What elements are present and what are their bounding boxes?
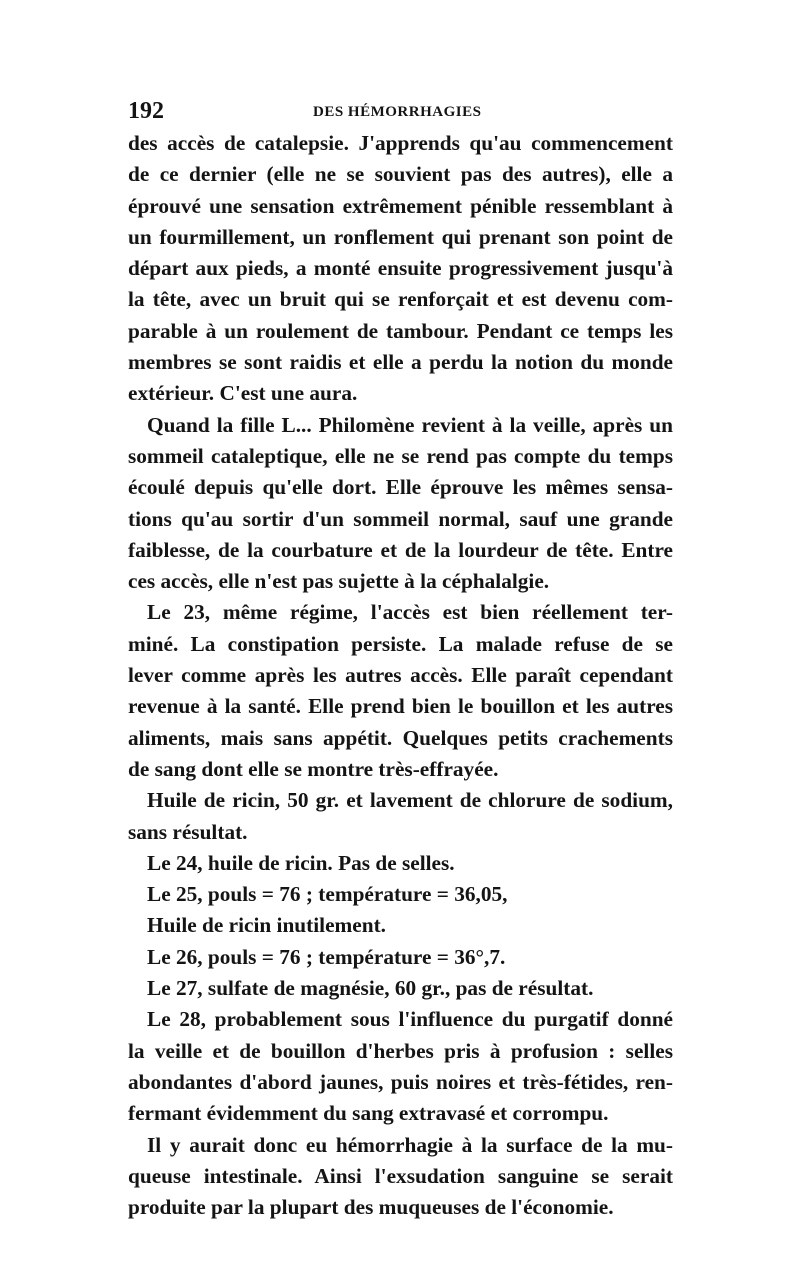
text-line: de sang dont elle se montre très-effrayée. bbox=[128, 756, 499, 781]
text-line: Quand la fille L... Philomène revient à la veille, après un bbox=[147, 412, 673, 437]
text-line: extérieur. C'est une aura. bbox=[128, 381, 358, 406]
text-line: sans résultat. bbox=[128, 819, 248, 844]
text-line: Le 25, pouls = 76 ; température = 36,05, bbox=[147, 882, 508, 907]
text-line: tions qu'au sortir d'un sommeil normal, sauf une grande bbox=[128, 506, 673, 531]
body-text bbox=[128, 128, 673, 1223]
page-number: 192 bbox=[128, 98, 164, 124]
text-line: Le 27, sulfate de magnésie, 60 gr., pas de résultat. bbox=[147, 976, 594, 1001]
text-line: abondantes d'abord jaunes, puis noires et très-fétides, ren- bbox=[128, 1069, 673, 1094]
text-line: écoulé depuis qu'elle dort. Elle éprouve les mêmes sensa- bbox=[128, 475, 673, 500]
text-line: des accès de catalepsie. J'apprends qu'au commencement bbox=[128, 131, 673, 155]
text-line: un fourmillement, un ronflement qui prenant son point de bbox=[128, 224, 673, 249]
text-line: Le 28, probablement sous l'influence du purgatif donné bbox=[147, 1007, 673, 1032]
text-line: Huile de ricin inutilement. bbox=[147, 913, 386, 938]
running-head: DES HÉMORRHAGIES bbox=[313, 104, 482, 120]
text-line: revenue à la santé. Elle prend bien le bouillon et les autres bbox=[128, 694, 673, 719]
text-line: parable à un roulement de tambour. Pendant ce temps les bbox=[128, 318, 673, 343]
text-line: départ aux pieds, a monté ensuite progressivement jusqu'à bbox=[128, 256, 673, 281]
text-line: fermant évidemment du sang extravasé et corrompu. bbox=[128, 1101, 609, 1126]
text-line: Il y aurait donc eu hémorrhagie à la surface de la mu- bbox=[147, 1132, 673, 1157]
text-line: Le 26, pouls = 76 ; température = 36°,7. bbox=[147, 944, 506, 969]
text-line: la tête, avec un bruit qui se renforçait et est devenu com- bbox=[128, 287, 673, 312]
text-line: ces accès, elle n'est pas sujette à la céphalalgie. bbox=[128, 569, 550, 594]
book-page bbox=[128, 96, 673, 1223]
text-line: queuse intestinale. Ainsi l'exsudation sanguine se serait bbox=[128, 1163, 673, 1188]
text-line: membres se sont raidis et elle a perdu la notion du monde bbox=[128, 350, 673, 375]
text-line: de ce dernier (elle ne se souvient pas des autres), elle a bbox=[128, 162, 673, 187]
text-line: Huile de ricin, 50 gr. et lavement de chlorure de sodium, bbox=[147, 788, 673, 813]
text-line: faiblesse, de la courbature et de la lourdeur de tête. Entre bbox=[128, 537, 673, 562]
text-line: la veille et de bouillon d'herbes pris à profusion : selles bbox=[128, 1038, 673, 1063]
text-line: Le 23, même régime, l'accès est bien réellement ter- bbox=[147, 600, 673, 625]
page-header bbox=[128, 96, 673, 126]
text-line: produite par la plupart des muqueuses de l'économie. bbox=[128, 1195, 614, 1220]
text-line: Le 24, huile de ricin. Pas de selles. bbox=[147, 850, 455, 875]
text-line: lever comme après les autres accès. Elle paraît cependant bbox=[128, 663, 673, 688]
text-line: miné. La constipation persiste. La malade refuse de se bbox=[128, 631, 673, 656]
text-line: éprouvé une sensation extrêmement pénible ressemblant à bbox=[128, 193, 673, 218]
text-line: sommeil cataleptique, elle ne se rend pas compte du temps bbox=[128, 443, 673, 468]
text-line: aliments, mais sans appétit. Quelques petits crachements bbox=[128, 725, 673, 750]
